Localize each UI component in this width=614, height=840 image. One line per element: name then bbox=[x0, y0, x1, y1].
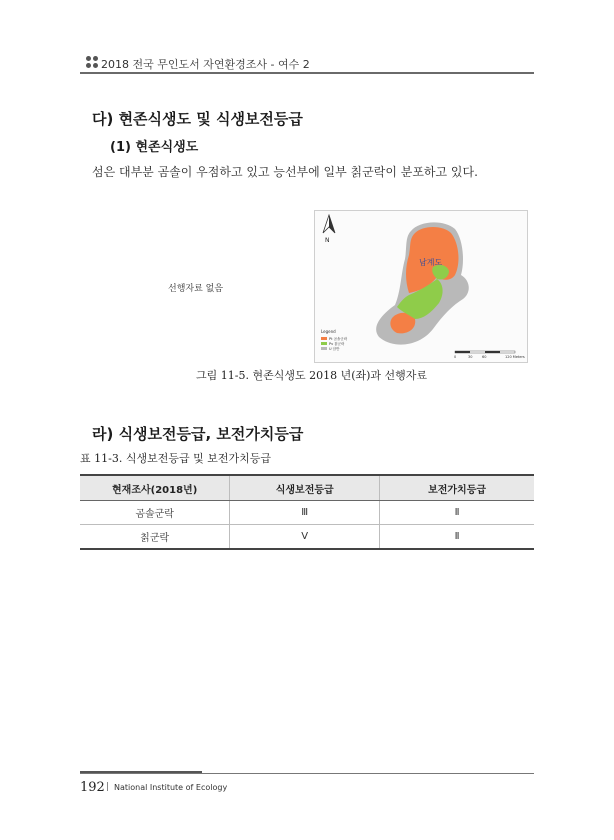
svg-text:Legend: Legend bbox=[321, 329, 336, 334]
table-row bbox=[80, 501, 534, 525]
subsection-heading: (1) 현존식생도 bbox=[110, 140, 199, 155]
vegetation-map-svg bbox=[315, 211, 527, 362]
table-header-row bbox=[80, 475, 534, 501]
svg-text:30: 30 bbox=[468, 355, 473, 359]
running-title: 2018 전국 무인도서 자연환경조사 - 여수 2 bbox=[101, 58, 310, 71]
svg-text:120 Meters: 120 Meters bbox=[505, 355, 525, 359]
section-heading-da: 다) 현존식생도 및 식생보전등급 bbox=[92, 110, 303, 128]
header-rule bbox=[80, 72, 534, 74]
conservation-grade-table bbox=[80, 474, 534, 550]
section-heading-ra: 라) 식생보전등급, 보전가치등급 bbox=[92, 425, 304, 443]
table-header-cell: 식생보전등급 bbox=[230, 475, 380, 501]
page-number: 192 bbox=[80, 780, 105, 795]
table-cell: Ⅲ bbox=[230, 501, 380, 525]
north-arrow-icon bbox=[323, 215, 335, 244]
table-cell: Ⅱ bbox=[380, 501, 534, 525]
map-legend bbox=[321, 329, 348, 351]
map-scale-bar bbox=[454, 351, 525, 359]
table-caption: 표 11-3. 식생보전등급 및 보전가치등급 bbox=[80, 452, 271, 465]
table-row bbox=[80, 525, 534, 550]
vegetation-map bbox=[314, 210, 528, 363]
svg-text:Pv 칡군락: Pv 칡군락 bbox=[329, 342, 345, 346]
table-header-cell: 보전가치등급 bbox=[380, 475, 534, 501]
svg-text:U 암반: U 암반 bbox=[329, 347, 340, 351]
svg-text:N: N bbox=[325, 237, 330, 244]
footer-separator: | bbox=[106, 782, 110, 792]
table-cell: Ⅱ bbox=[380, 525, 534, 550]
table-cell: 곰솔군락 bbox=[80, 501, 230, 525]
footer-rule bbox=[80, 773, 534, 774]
svg-text:Pt 곰솔군락: Pt 곰솔군락 bbox=[329, 337, 348, 341]
footer-organization: National Institute of Ecology bbox=[114, 783, 228, 792]
table-header-cell: 현재조사(2018년) bbox=[80, 475, 230, 501]
table-cell: 칡군락 bbox=[80, 525, 230, 550]
figure-caption: 그림 11-5. 현존식생도 2018 년(좌)과 선행자료 bbox=[196, 369, 428, 382]
header-dots-icon bbox=[86, 56, 98, 68]
svg-text:0: 0 bbox=[454, 355, 457, 359]
table-cell: Ⅴ bbox=[230, 525, 380, 550]
no-previous-data-text: 선행자료 없음 bbox=[168, 284, 224, 294]
body-paragraph: 섬은 대부분 곰솔이 우점하고 있고 능선부에 일부 칡군락이 분포하고 있다. bbox=[92, 165, 478, 179]
map-island-label: 남계도 bbox=[419, 258, 443, 267]
svg-text:60: 60 bbox=[482, 355, 487, 359]
